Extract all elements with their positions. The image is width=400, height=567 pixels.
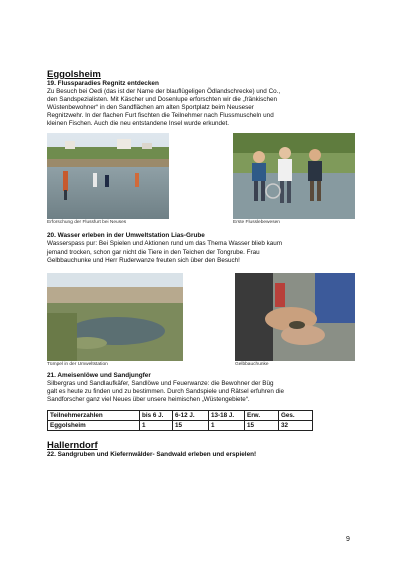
figure-tuempel [47,273,183,368]
town-heading-eggolsheim: Eggolsheim [47,69,101,80]
table-header-cell: bis 6 J. [140,411,173,421]
text-line: Wüstenbewohner“ in den Sandflächen am alten Sportplatz beim Neuseser [47,104,254,112]
text-line: Sandforscher ganz viel Neues über unsere heimischen „Wüstengebiete“. [47,395,250,403]
item-title-22: 22. Sandgruben und Kiefernwälder- Sandwald erleben und erspielen! [47,451,257,459]
table-header-cell: Erw. [245,411,279,421]
item-title-20: 20. Wasser erleben in der Umweltstation Lias-Grube [47,232,205,240]
text-line: den Sandspezialisten. Mit Käscher und Dosenlupe erforschten wir die „fränkischen [47,96,277,104]
photo-pond [47,273,183,361]
text-line: Zu Besuch bei Oedi (das ist der Name der blauflügeligen Ödlandschrecke) und Co., [47,88,281,95]
photo-toad-hands [235,273,355,361]
figure-flussfurt [47,133,169,226]
caption-flussfurt: Erforschung der Flussfurt bei Neuses [47,220,127,226]
page-number: 9 [346,536,350,543]
table-cell: 1 [209,421,245,431]
text-line: Wasserspass pur: Bei Spielen und Aktionen rund um das Thema Wasser blieb kaum [47,240,282,248]
text-line: kleinen Fischen. Auch die neu entstandene Insel wurde erkundet. [47,120,230,128]
item-title-21: 21. Ameisenlöwe und Sandjungfer [47,371,151,379]
text-line: Silbergras und Sandlaufkäfer, Sandlöwe und Feuerwanze: die Bewohner der Büg [47,379,274,387]
participants-table [47,410,313,431]
text-line: jemand trocken, schon gar nicht die Tiere in den Teichen der Tongrube. Frau [47,248,260,256]
photo-row-20 [47,273,355,368]
photo-row-19 [47,133,355,226]
table-header-cell: Teilnehmerzahlen [48,411,140,421]
table-row [48,421,313,431]
photo-children-river [233,133,355,219]
table-cell: 1 [140,421,173,431]
page-content [47,69,355,459]
item-text-20 [47,240,355,264]
text-line: Regnitzwehr. In der flachen Furt fischten die Teilnehmer nach Flussmuscheln und [47,112,274,120]
caption-flusslebewesen: Erste Flusslebewesen [233,220,280,226]
caption-tuempel: Tümpel in der Umweltstation [47,361,108,367]
photo-river-ford [47,133,169,219]
table-cell: Eggolsheim [48,421,140,431]
table-cell: 15 [173,421,209,431]
table-header-row [48,411,313,421]
table-header-cell: 13-18 J. [209,411,245,421]
town-heading-hallerndorf: Hallerndorf [47,440,98,452]
caption-gelbbauchunke: Gelbbauchunke [235,361,269,367]
item-title-19: 19. Flussparadies Regnitz entdecken [47,80,159,87]
table-cell: 32 [279,421,313,431]
table-cell: 15 [245,421,279,431]
table-header-cell: Ges. [279,411,313,421]
text-line: Gelbbauchunke und Herr Ruderwanze freuten sich über den Besuch! [47,256,240,264]
figure-gelbbauchunke [235,273,355,368]
text-line: galt es heute zu finden und zu bestimmen. Durch Sandspiele und Rätsel erfuhren die [47,387,284,395]
figure-flusslebewesen [233,133,355,226]
item-text-21 [47,380,355,404]
item-text-19 [47,88,355,128]
table-header-cell: 6-12 J. [173,411,209,421]
